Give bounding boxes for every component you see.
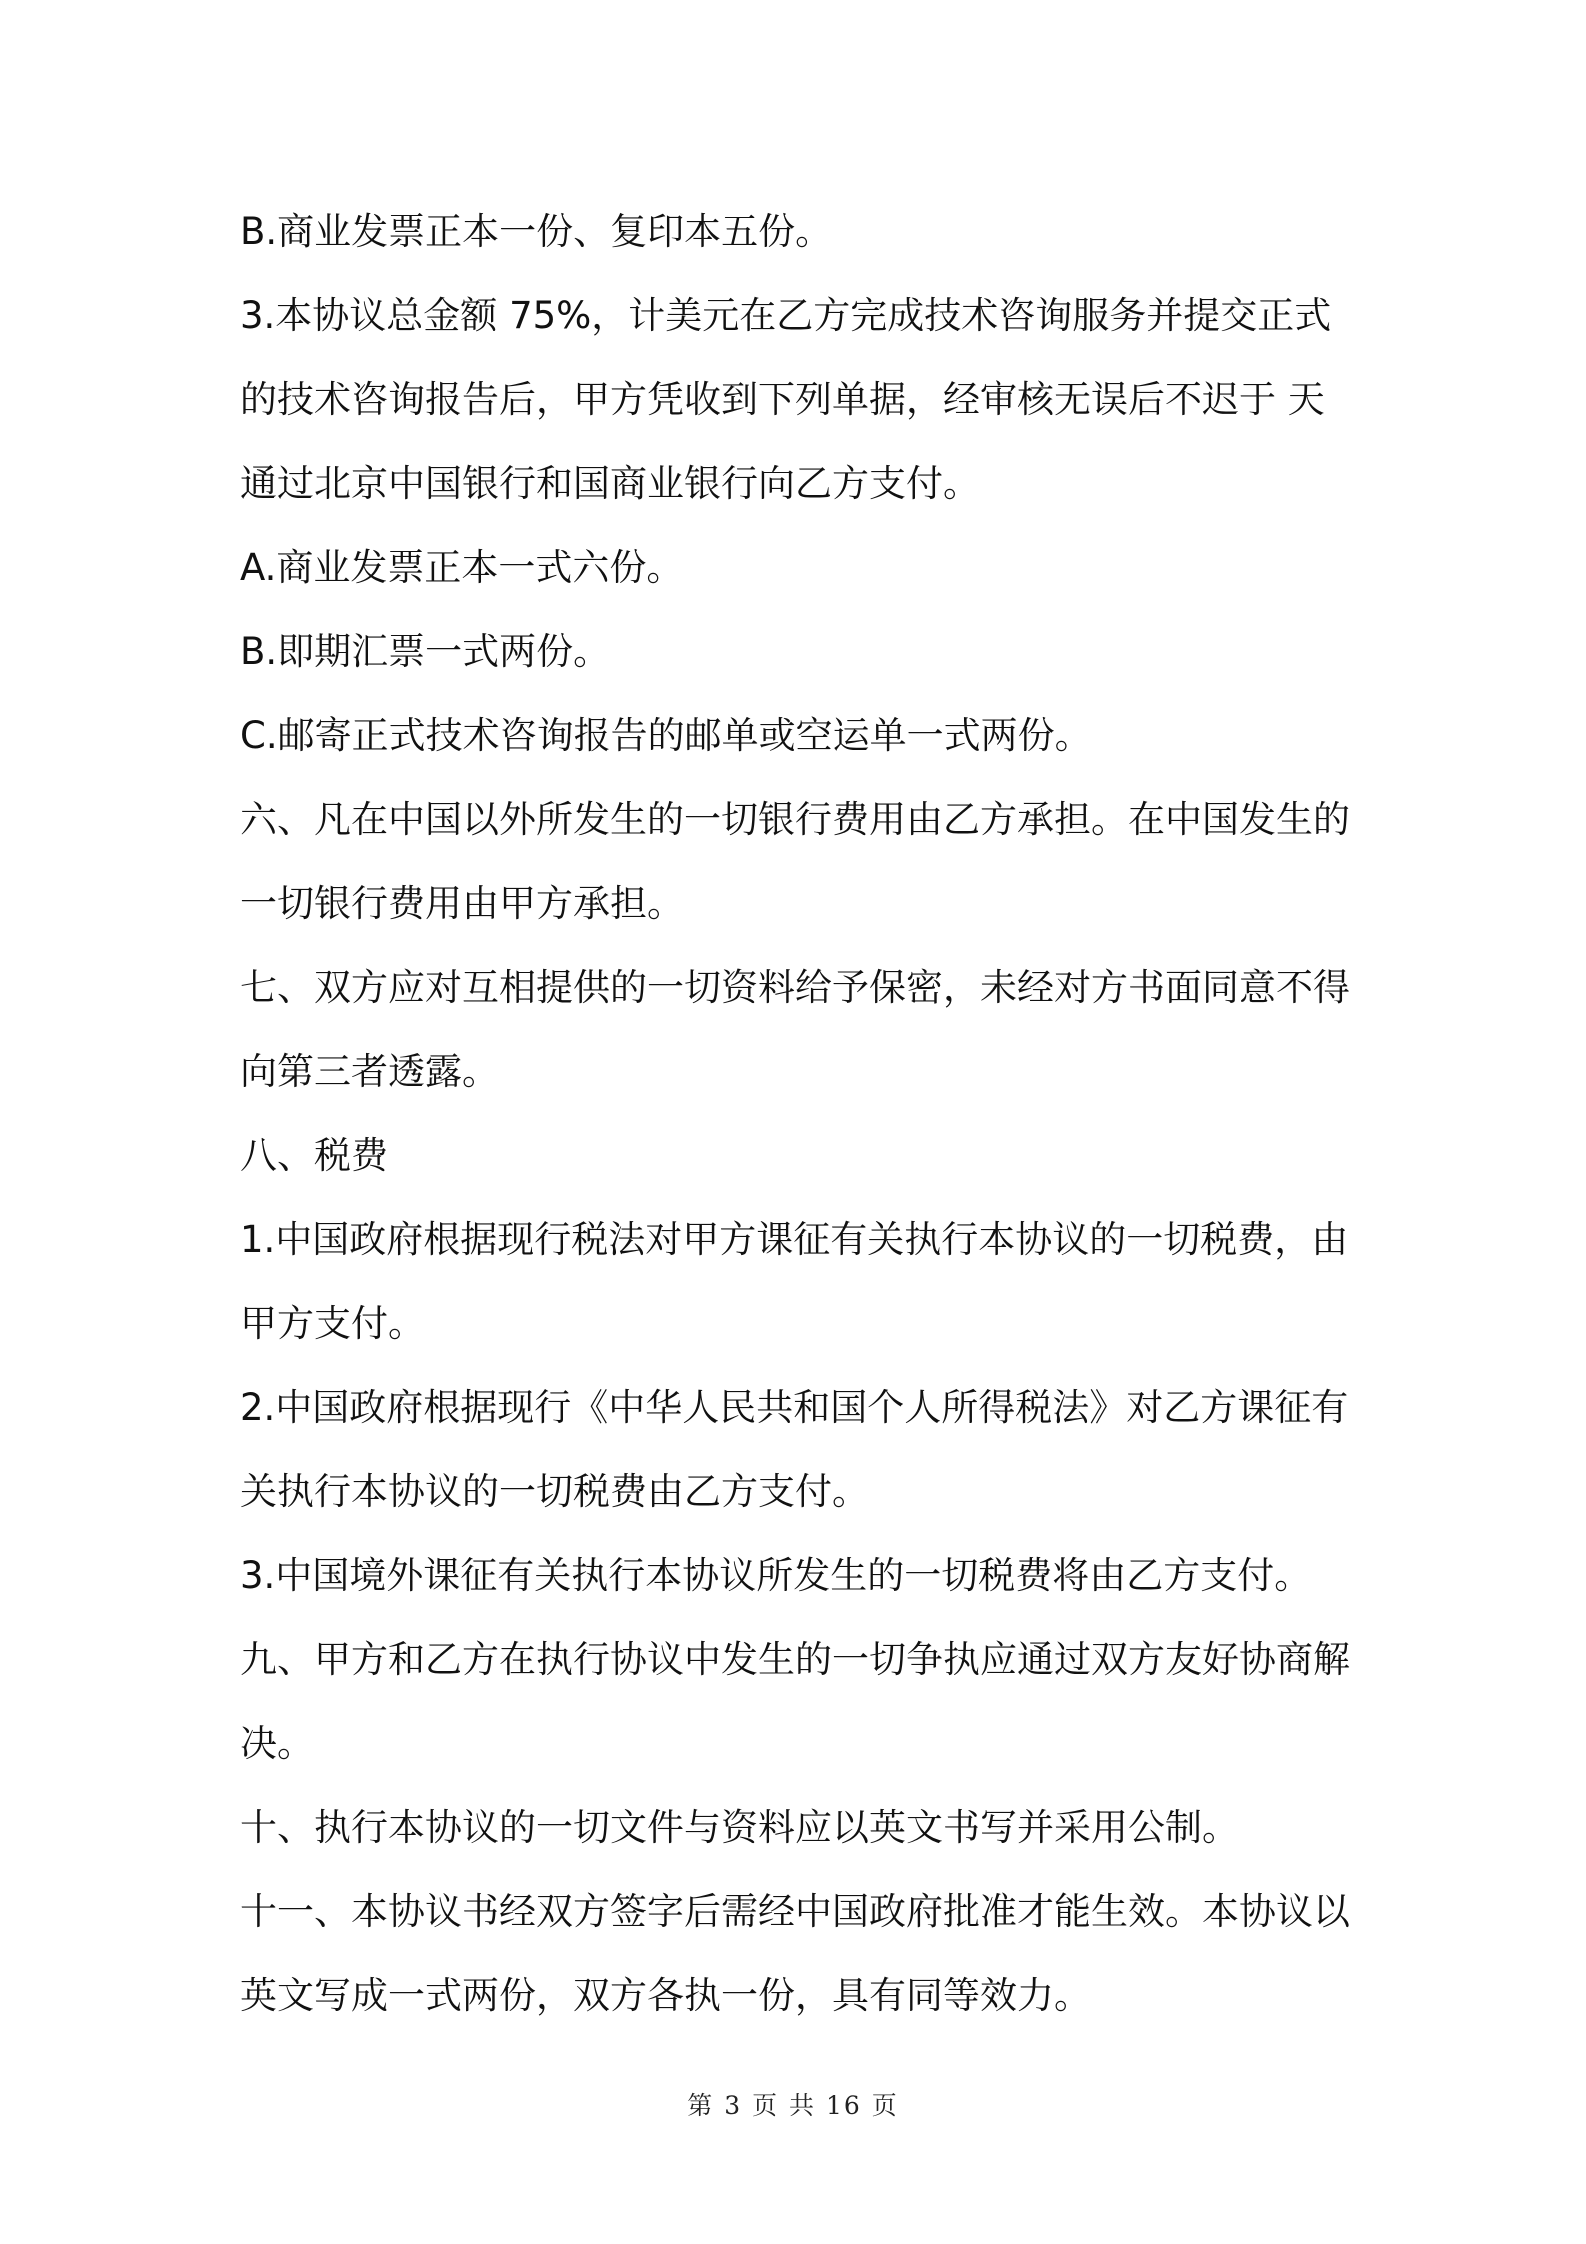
paragraph-14: 十一、本协议书经双方签字后需经中国政府批准才能生效。本协议以英文写成一式两份，双方各执一份，具有同等效力。 xyxy=(240,1890,1350,2017)
paragraph-5: C.邮寄正式技术咨询报告的邮单或空运单一式两份。 xyxy=(240,714,1092,757)
paragraph-11: 3.中国境外课征有关执行本协议所发生的一切税费将由乙方支付。 xyxy=(240,1554,1312,1597)
paragraph-3: A.商业发票正本一式六份。 xyxy=(240,546,684,589)
paragraph-4: B.即期汇票一式两份。 xyxy=(240,630,611,673)
paragraph-1: B.商业发票正本一份、复印本五份。 xyxy=(240,210,833,253)
paragraph-6: 六、凡在中国以外所发生的一切银行费用由乙方承担。在中国发生的一切银行费用由甲方承担。 xyxy=(240,798,1350,925)
paragraph-2: 3.本协议总金额 75%，计美元在乙方完成技术咨询服务并提交正式的技术咨询报告后，甲方凭收到下列单据，经审核无误后不迟于 天通过北京中国银行和国商业银行向乙方支付。 xyxy=(240,294,1332,505)
page-number-footer: 第 3 页 共 16 页 xyxy=(687,2091,899,2120)
paragraph-9: 1.中国政府根据现行税法对甲方课征有关执行本协议的一切税费，由甲方支付。 xyxy=(240,1218,1349,1345)
paragraph-13: 十、执行本协议的一切文件与资料应以英文书写并采用公制。 xyxy=(240,1806,1239,1849)
paragraph-12: 九、甲方和乙方在执行协议中发生的一切争执应通过双方友好协商解决。 xyxy=(240,1638,1350,1765)
paragraph-10: 2.中国政府根据现行《中华人民共和国个人所得税法》对乙方课征有关执行本协议的一切税费由乙方支付。 xyxy=(240,1386,1349,1513)
section-heading-tax: 八、税费 xyxy=(240,1134,388,1177)
document-body xyxy=(240,190,1350,2038)
paragraph-7: 七、双方应对互相提供的一切资料给予保密，未经对方书面同意不得向第三者透露。 xyxy=(240,966,1350,1093)
